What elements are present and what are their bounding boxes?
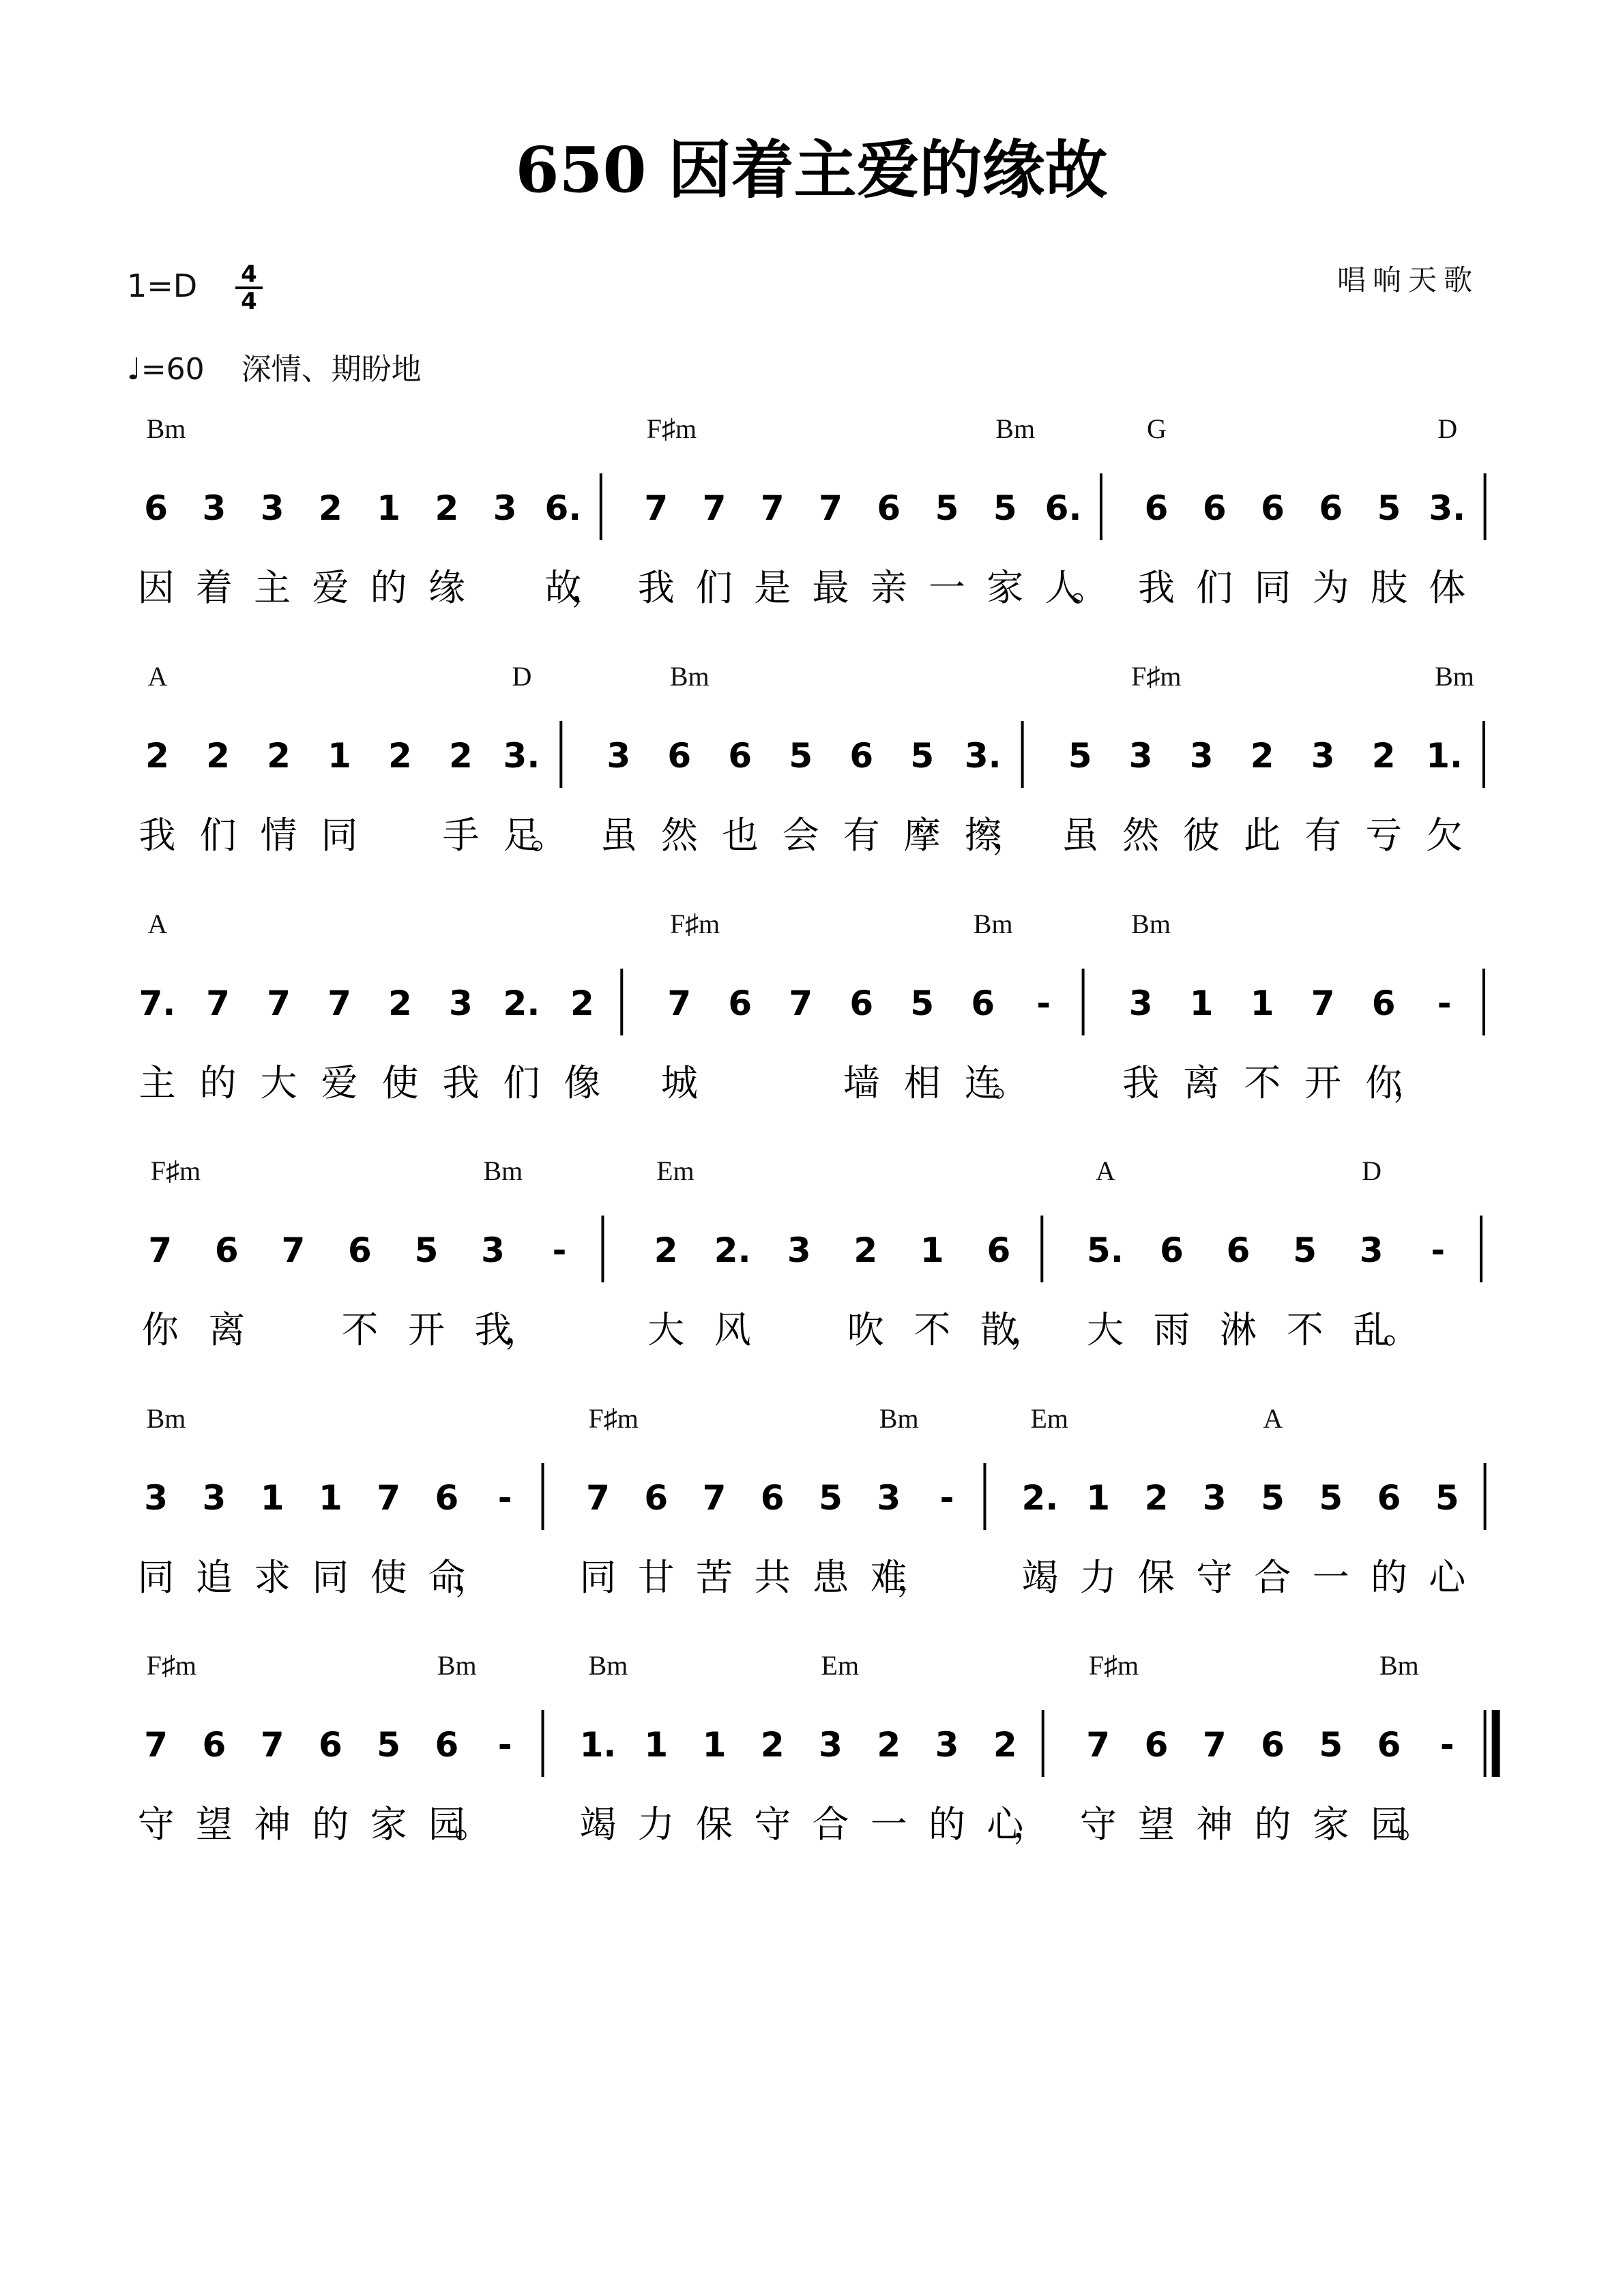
chord-symbol: A — [1263, 1403, 1283, 1434]
lyric-syllable: 故 — [544, 566, 582, 609]
lyric-syllable: 竭 — [1021, 1556, 1059, 1599]
chord-symbol: Bm — [1379, 1650, 1419, 1681]
note: 6 — [849, 736, 874, 776]
lyric-syllable: 欠 — [1426, 814, 1463, 857]
chord-symbol: Em — [1030, 1403, 1069, 1434]
lyric-syllable: 然 — [1122, 814, 1160, 857]
lyric-syllable: 彼 — [1183, 814, 1220, 857]
note: 5 — [910, 984, 935, 1023]
note: 2 — [449, 736, 473, 776]
note: 7 — [1086, 1725, 1111, 1765]
note: 2 — [388, 984, 412, 1023]
lyric-syllable: 一 — [929, 566, 966, 609]
lyric-syllable: 有 — [843, 814, 880, 857]
note: 6 — [144, 488, 169, 528]
lyric-syllable: 我 — [474, 1308, 512, 1351]
lyric-syllable: 们 — [199, 814, 237, 857]
chord-symbol: F♯m — [1088, 1650, 1139, 1681]
note: 1 — [327, 736, 351, 776]
note: 2 — [1371, 736, 1396, 776]
lyric-syllable: 合 — [1254, 1556, 1291, 1599]
chord-symbol: Bm — [995, 413, 1036, 444]
note: 7 — [667, 984, 692, 1023]
note: 3 — [935, 1725, 959, 1765]
note: 3 — [260, 488, 284, 528]
note: 6 — [849, 984, 874, 1023]
note: 2 — [654, 1231, 678, 1270]
lyric-syllable: 吹 — [847, 1308, 884, 1351]
lyric-punctuation: ， — [454, 1556, 492, 1599]
chord-symbol: F♯m — [669, 909, 720, 939]
lyric-syllable: 亏 — [1365, 814, 1403, 857]
note: 6 — [760, 1478, 785, 1518]
lyric-syllable: 家 — [370, 1803, 407, 1846]
note: 6 — [1261, 1725, 1285, 1765]
lyric-syllable: 不 — [341, 1308, 379, 1351]
note: 7 — [281, 1231, 306, 1270]
lyric-syllable: 守 — [137, 1803, 175, 1846]
note: 3 — [449, 984, 473, 1023]
note: 2 — [1250, 736, 1274, 776]
note: 3. — [964, 736, 1001, 776]
chord-symbol: Bm — [437, 1650, 477, 1681]
lyric-syllable: 同 — [579, 1556, 617, 1599]
note: 1 — [702, 1725, 727, 1765]
note: 7 — [1311, 984, 1335, 1023]
chord-symbol: Bm — [973, 909, 1013, 939]
lyric-syllable: 我 — [138, 814, 176, 857]
lyric-syllable: 爱 — [312, 566, 349, 609]
note: 6 — [986, 1231, 1011, 1270]
lyric-syllable: 甘 — [637, 1556, 675, 1599]
note: 6 — [1226, 1231, 1251, 1270]
note: 7 — [267, 984, 291, 1023]
lyric-syllable: 擦 — [964, 814, 1001, 857]
lyric-punctuation: 。 — [1070, 566, 1108, 609]
note: 6 — [1371, 984, 1396, 1023]
lyric-syllable: 不 — [1286, 1308, 1324, 1351]
note: 7. — [138, 984, 176, 1023]
note: 6 — [728, 984, 752, 1023]
note: 3 — [1128, 984, 1153, 1023]
note: 7 — [702, 1478, 727, 1518]
lyric-syllable: 们 — [1196, 566, 1233, 609]
note: 6 — [877, 488, 901, 528]
lyric-syllable: 的 — [1370, 1556, 1407, 1599]
note: 1 — [1250, 984, 1274, 1023]
lyric-syllable: 不 — [913, 1308, 951, 1351]
note: 6 — [435, 1725, 459, 1765]
lyric-syllable: 大 — [260, 1061, 297, 1104]
lyric-punctuation: 。 — [1383, 1308, 1420, 1351]
lyric-syllable: 大 — [1086, 1308, 1124, 1351]
lyric-syllable: 同 — [312, 1556, 349, 1599]
chord-symbol: Bm — [669, 661, 710, 692]
chord-symbol: Bm — [879, 1403, 919, 1434]
lyric-syllable: 你 — [141, 1308, 179, 1351]
lyric-syllable: 连 — [964, 1061, 1001, 1104]
lyric-syllable: 最 — [812, 566, 849, 609]
chord-symbol: Em — [821, 1650, 860, 1681]
chord-symbol: A — [1095, 1156, 1115, 1186]
lyric-syllable: 望 — [195, 1803, 233, 1846]
note: 1. — [579, 1725, 617, 1765]
lyric-syllable: 手 — [442, 814, 480, 857]
lyric-syllable: 主 — [138, 1061, 176, 1104]
note: 5 — [377, 1725, 401, 1765]
lyric-syllable: 竭 — [579, 1803, 617, 1846]
note: 3 — [606, 736, 631, 776]
chord-symbol: F♯m — [1131, 661, 1182, 692]
lyric-syllable: 为 — [1312, 566, 1349, 609]
chord-symbol: A — [147, 909, 168, 939]
note: 3. — [1429, 488, 1466, 528]
lyric-syllable: 我 — [442, 1061, 480, 1104]
note: 7 — [377, 1478, 401, 1518]
note: 5. — [1087, 1231, 1124, 1270]
note: 5 — [935, 488, 959, 528]
lyric-syllable: 开 — [1304, 1061, 1342, 1104]
lyric-syllable: 会 — [782, 814, 819, 857]
lyric-syllable: 神 — [254, 1803, 291, 1846]
note: 6 — [971, 984, 995, 1023]
chord-symbol: F♯m — [150, 1156, 201, 1186]
lyric-syllable: 肢 — [1370, 566, 1407, 609]
lyric-syllable: 我 — [1122, 1061, 1160, 1104]
lyric-punctuation: ， — [1012, 1803, 1050, 1846]
note: 6 — [644, 1478, 669, 1518]
note: 7 — [760, 488, 785, 528]
lyric-syllable: 保 — [696, 1803, 733, 1846]
note: 2 — [877, 1725, 901, 1765]
note: 5 — [1261, 1478, 1285, 1518]
lyric-syllable: 力 — [1079, 1556, 1117, 1599]
note: 2 — [267, 736, 291, 776]
note: 7 — [586, 1478, 610, 1518]
lyric-syllable: 共 — [754, 1556, 791, 1599]
lyric-syllable: 有 — [1304, 814, 1342, 857]
tempo-value: ♩=60 — [127, 352, 205, 387]
chord-symbol: F♯m — [646, 413, 697, 444]
note: - — [1431, 1231, 1446, 1270]
note: 5 — [1435, 1478, 1459, 1518]
lyric-syllable: 一 — [870, 1803, 907, 1846]
lyric-syllable: 散 — [980, 1308, 1017, 1351]
lyric-syllable: 因 — [137, 566, 175, 609]
lyric-syllable: 苦 — [696, 1556, 733, 1599]
chord-symbol: Bm — [483, 1156, 523, 1186]
note: 7 — [206, 984, 230, 1023]
lyric-syllable: 开 — [407, 1308, 445, 1351]
chord-symbol: Bm — [146, 1403, 186, 1434]
note: 5 — [414, 1231, 439, 1270]
chord-symbol: Bm — [1131, 909, 1171, 939]
lyric-syllable: 亲 — [870, 566, 907, 609]
lyric-syllable: 同 — [321, 814, 358, 857]
lyric-syllable: 的 — [370, 566, 407, 609]
note: 7 — [260, 1725, 284, 1765]
lyric-syllable: 求 — [254, 1556, 291, 1599]
score-line — [138, 661, 1483, 857]
chord-symbol: Em — [656, 1156, 694, 1186]
lyric-syllable: 难 — [870, 1556, 907, 1599]
note: 5 — [1319, 1725, 1343, 1765]
lyric-syllable: 像 — [564, 1061, 601, 1104]
note: 6 — [348, 1231, 372, 1270]
lyric-syllable: 家 — [986, 566, 1024, 609]
lyric-syllable: 大 — [647, 1308, 685, 1351]
chord-symbol: Bm — [146, 413, 186, 444]
note: 6 — [214, 1231, 239, 1270]
lyric-syllable: 乱 — [1353, 1308, 1390, 1351]
lyric-syllable: 神 — [1196, 1803, 1233, 1846]
note: 6 — [435, 1478, 459, 1518]
note: 2 — [1144, 1478, 1169, 1518]
note: - — [1437, 984, 1452, 1023]
score-line — [142, 1156, 1481, 1351]
source-label: 唱响天歌 — [1337, 263, 1480, 297]
lyric-syllable: 然 — [660, 814, 698, 857]
chord-symbol: D — [1362, 1156, 1382, 1186]
lyric-punctuation: 。 — [1397, 1803, 1434, 1846]
lyric-syllable: 的 — [1254, 1803, 1291, 1846]
key-signature: 1=D — [127, 267, 198, 304]
lyric-syllable: 园 — [1370, 1803, 1407, 1846]
note: 3 — [1311, 736, 1335, 776]
note: 2. — [503, 984, 540, 1023]
score-line — [138, 1403, 1485, 1599]
note: 1 — [1086, 1478, 1111, 1518]
note: 6 — [1144, 1725, 1169, 1765]
lyric-syllable: 保 — [1137, 1556, 1175, 1599]
song-title: 650 因着主爱的缘故 — [515, 133, 1108, 207]
lyric-punctuation: 。 — [454, 1803, 492, 1846]
note: 5 — [993, 488, 1017, 528]
lyric-syllable: 离 — [1183, 1061, 1220, 1104]
lyric-syllable: 的 — [929, 1803, 966, 1846]
note: 6 — [1160, 1231, 1184, 1270]
note: 2. — [714, 1231, 751, 1270]
chord-symbol: A — [147, 661, 168, 692]
note: 2 — [388, 736, 412, 776]
chord-symbol: F♯m — [588, 1403, 639, 1434]
lyric-syllable: 守 — [1079, 1803, 1117, 1846]
lyric-syllable: 你 — [1365, 1061, 1403, 1104]
lyric-punctuation: ， — [570, 566, 608, 609]
note: 6 — [1377, 1725, 1401, 1765]
note: 1 — [1189, 984, 1214, 1023]
note: 6 — [728, 736, 752, 776]
note: 2 — [145, 736, 169, 776]
lyric-syllable: 们 — [696, 566, 733, 609]
note: 1. — [1426, 736, 1463, 776]
note: 2 — [853, 1231, 878, 1270]
lyric-syllable: 淋 — [1220, 1308, 1257, 1351]
lyric-punctuation: 。 — [530, 814, 568, 857]
note: - — [1036, 984, 1051, 1023]
expression-marking: 深情、期盼地 — [241, 352, 422, 387]
note: 6 — [1319, 488, 1343, 528]
lyric-punctuation: ， — [991, 814, 1029, 857]
note: 2 — [760, 1725, 785, 1765]
lyric-syllable: 命 — [428, 1556, 465, 1599]
time-signature-top: 4 — [241, 261, 257, 288]
lyric-syllable: 力 — [637, 1803, 675, 1846]
lyric-syllable: 是 — [754, 566, 791, 609]
chord-symbol: D — [512, 661, 532, 692]
note: 3. — [503, 736, 540, 776]
note: 3 — [144, 1478, 169, 1518]
note: 2. — [1021, 1478, 1059, 1518]
lyric-syllable: 使 — [370, 1556, 407, 1599]
note: 7 — [819, 488, 843, 528]
lyric-syllable: 同 — [1254, 566, 1291, 609]
lyric-syllable: 望 — [1137, 1803, 1175, 1846]
lyric-punctuation: ， — [1010, 1308, 1047, 1351]
note: 7 — [148, 1231, 173, 1270]
note: 3 — [493, 488, 517, 528]
lyric-syllable: 使 — [381, 1061, 419, 1104]
note: - — [497, 1725, 512, 1765]
note: 1 — [260, 1478, 284, 1518]
lyric-syllable: 相 — [903, 1061, 941, 1104]
lyric-syllable: 此 — [1244, 814, 1281, 857]
note: 1 — [377, 488, 401, 528]
score-line — [138, 1650, 1496, 1846]
note: 3 — [202, 488, 226, 528]
lyric-punctuation: ， — [504, 1308, 542, 1351]
lyric-syllable: 的 — [199, 1061, 237, 1104]
lyric-syllable: 体 — [1429, 566, 1466, 609]
note: 6 — [1202, 488, 1227, 528]
lyric-syllable: 虽 — [1062, 814, 1099, 857]
lyric-syllable: 我 — [637, 566, 675, 609]
lyric-syllable: 主 — [254, 566, 291, 609]
lyric-syllable: 情 — [260, 814, 297, 857]
note: 6 — [667, 736, 692, 776]
note: 2 — [435, 488, 459, 528]
lyric-syllable: 合 — [812, 1803, 849, 1846]
note: 3 — [1128, 736, 1153, 776]
chord-symbol: G — [1146, 413, 1167, 444]
note: 5 — [1377, 488, 1401, 528]
lyric-syllable: 一 — [1312, 1556, 1349, 1599]
lyric-punctuation: ， — [1392, 1061, 1430, 1104]
chord-symbol: Bm — [588, 1650, 628, 1681]
lyric-syllable: 们 — [503, 1061, 540, 1104]
note: 5 — [819, 1478, 843, 1518]
chord-symbol: D — [1437, 413, 1458, 444]
lyric-syllable: 追 — [195, 1556, 233, 1599]
lyric-syllable: 足 — [503, 814, 540, 857]
note: 5 — [1068, 736, 1092, 776]
note: 7 — [1202, 1725, 1227, 1765]
note: 6 — [1377, 1478, 1401, 1518]
lyric-syllable: 园 — [428, 1803, 465, 1846]
note: 5 — [1319, 1478, 1343, 1518]
note: 7 — [144, 1725, 169, 1765]
note: 6. — [1044, 488, 1082, 528]
score-line — [138, 909, 1483, 1104]
lyric-syllable: 雨 — [1153, 1308, 1190, 1351]
lyric-syllable: 的 — [312, 1803, 349, 1846]
lyric-syllable: 城 — [660, 1061, 698, 1104]
lyric-syllable: 虽 — [600, 814, 637, 857]
note: - — [552, 1231, 567, 1270]
lyric-syllable: 墙 — [843, 1061, 880, 1104]
lyric-syllable: 同 — [137, 1556, 175, 1599]
lyric-syllable: 心 — [1429, 1556, 1466, 1599]
lyric-syllable: 缘 — [428, 566, 465, 609]
lyric-syllable: 摩 — [903, 814, 941, 857]
score-line — [138, 413, 1485, 609]
time-signature-bottom: 4 — [241, 288, 257, 315]
note: - — [497, 1478, 512, 1518]
note: 7 — [789, 984, 813, 1023]
lyric-syllable: 不 — [1244, 1061, 1281, 1104]
lyric-syllable: 家 — [1312, 1803, 1349, 1846]
note: 1 — [318, 1478, 342, 1518]
lyric-syllable: 也 — [721, 814, 759, 857]
note: 3 — [877, 1478, 901, 1518]
note: 7 — [644, 488, 669, 528]
note: 3 — [1202, 1478, 1227, 1518]
note: 3 — [481, 1231, 505, 1270]
note: 5 — [910, 736, 935, 776]
note: - — [1439, 1725, 1454, 1765]
lyric-syllable: 我 — [1137, 566, 1175, 609]
lyric-syllable: 着 — [195, 566, 233, 609]
note: 2 — [993, 1725, 1017, 1765]
lyric-syllable: 患 — [812, 1556, 849, 1599]
note: 5 — [1293, 1231, 1317, 1270]
chord-symbol: F♯m — [146, 1650, 196, 1681]
lyric-syllable: 风 — [714, 1308, 751, 1351]
note: 3 — [787, 1231, 811, 1270]
lyric-syllable: 人 — [1044, 566, 1082, 609]
note: 6 — [1261, 488, 1285, 528]
note: 1 — [644, 1725, 669, 1765]
lyric-punctuation: 。 — [991, 1061, 1029, 1104]
note: 6. — [544, 488, 582, 528]
lyric-syllable: 爱 — [321, 1061, 358, 1104]
note: 6 — [202, 1725, 226, 1765]
note: 3 — [819, 1725, 843, 1765]
note: 7 — [327, 984, 351, 1023]
note: 6 — [318, 1725, 342, 1765]
chord-symbol: Bm — [1435, 661, 1474, 692]
lyric-punctuation: ， — [896, 1556, 934, 1599]
lyric-syllable: 心 — [986, 1803, 1024, 1846]
note: 2 — [206, 736, 230, 776]
lyric-syllable: 守 — [754, 1803, 791, 1846]
lyric-syllable: 离 — [208, 1308, 246, 1351]
note: 1 — [920, 1231, 944, 1270]
note: 6 — [1144, 488, 1169, 528]
note: 2 — [570, 984, 594, 1023]
note: 3 — [202, 1478, 226, 1518]
note: 3 — [1359, 1231, 1384, 1270]
note: - — [939, 1478, 954, 1518]
lyric-syllable: 守 — [1196, 1556, 1233, 1599]
note: 7 — [702, 488, 727, 528]
note: 3 — [1189, 736, 1214, 776]
note: 5 — [789, 736, 813, 776]
note: 2 — [318, 488, 342, 528]
